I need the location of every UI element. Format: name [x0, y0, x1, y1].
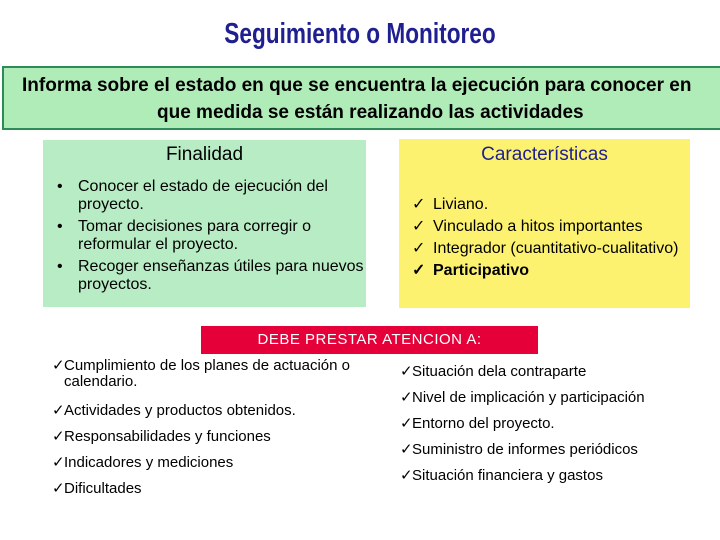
caracteristicas-heading: Características	[481, 144, 608, 165]
check-icon: ✓	[400, 415, 413, 432]
page-title: Seguimiento o Monitoreo	[224, 18, 496, 50]
check-icon: ✓	[412, 218, 426, 235]
check-icon: ✓	[52, 428, 65, 445]
attention-item: ✓ Entorno del proyecto.	[400, 415, 555, 432]
attention-left-list	[52, 358, 352, 507]
check-icon: ✓	[52, 454, 65, 471]
caracteristicas-box	[399, 139, 690, 308]
check-icon: ✓	[400, 441, 413, 458]
check-icon: ✓	[52, 480, 65, 497]
attention-item: ✓ Nivel de implicación y participación	[400, 389, 645, 406]
attention-item: ✓ Indicadores y mediciones	[52, 454, 234, 471]
attention-item: ✓ Cumplimiento de los planes de actuación o calendario.	[52, 357, 351, 390]
info-line-2: que medida se están realizando las actividades	[157, 102, 584, 123]
finalidad-list	[43, 178, 366, 294]
attention-item: ✓ Suministro de informes periódicos	[400, 441, 638, 458]
attention-item: ✓ Dificultades	[52, 480, 142, 497]
finalidad-item: • Recoger enseñanzas útiles para nuevos proyectos.	[43, 258, 366, 294]
caracteristicas-item: ✓ Vinculado a hitos importantes	[412, 218, 643, 235]
finalidad-item: • Tomar decisiones para corregir o reformular el proyecto.	[43, 218, 366, 254]
attention-item: ✓ Responsabilidades y funciones	[52, 428, 271, 445]
finalidad-heading: Finalidad	[165, 144, 244, 165]
info-box	[2, 66, 720, 130]
check-icon: ✓	[412, 262, 426, 279]
check-icon: ✓	[400, 363, 413, 380]
caracteristicas-list	[399, 196, 690, 280]
info-text	[4, 72, 720, 126]
finalidad-box	[43, 140, 366, 307]
attention-banner: DEBE PRESTAR ATENCION A:	[201, 326, 538, 354]
attention-item: ✓ Situación dela contraparte	[400, 363, 587, 380]
check-icon: ✓	[400, 467, 413, 484]
info-line-1: Informa sobre el estado en que se encuentra la ejecución para conocer en	[22, 75, 692, 96]
finalidad-item: • Conocer el estado de ejecución del proyecto.	[43, 178, 366, 214]
attention-item: ✓ Situación financiera y gastos	[400, 467, 603, 484]
attention-right-list	[400, 364, 720, 494]
check-icon: ✓	[52, 402, 65, 419]
caracteristicas-item: ✓ Participativo	[412, 262, 530, 279]
check-icon: ✓	[412, 196, 426, 213]
attention-item: ✓ Actividades y productos obtenidos.	[52, 402, 296, 419]
caracteristicas-item: ✓ Liviano.	[412, 196, 489, 213]
check-icon: ✓	[52, 357, 65, 374]
caracteristicas-item: ✓ Integrador (cuantitativo-cualitativo)	[412, 240, 679, 257]
check-icon: ✓	[400, 389, 413, 406]
check-icon: ✓	[412, 240, 426, 257]
